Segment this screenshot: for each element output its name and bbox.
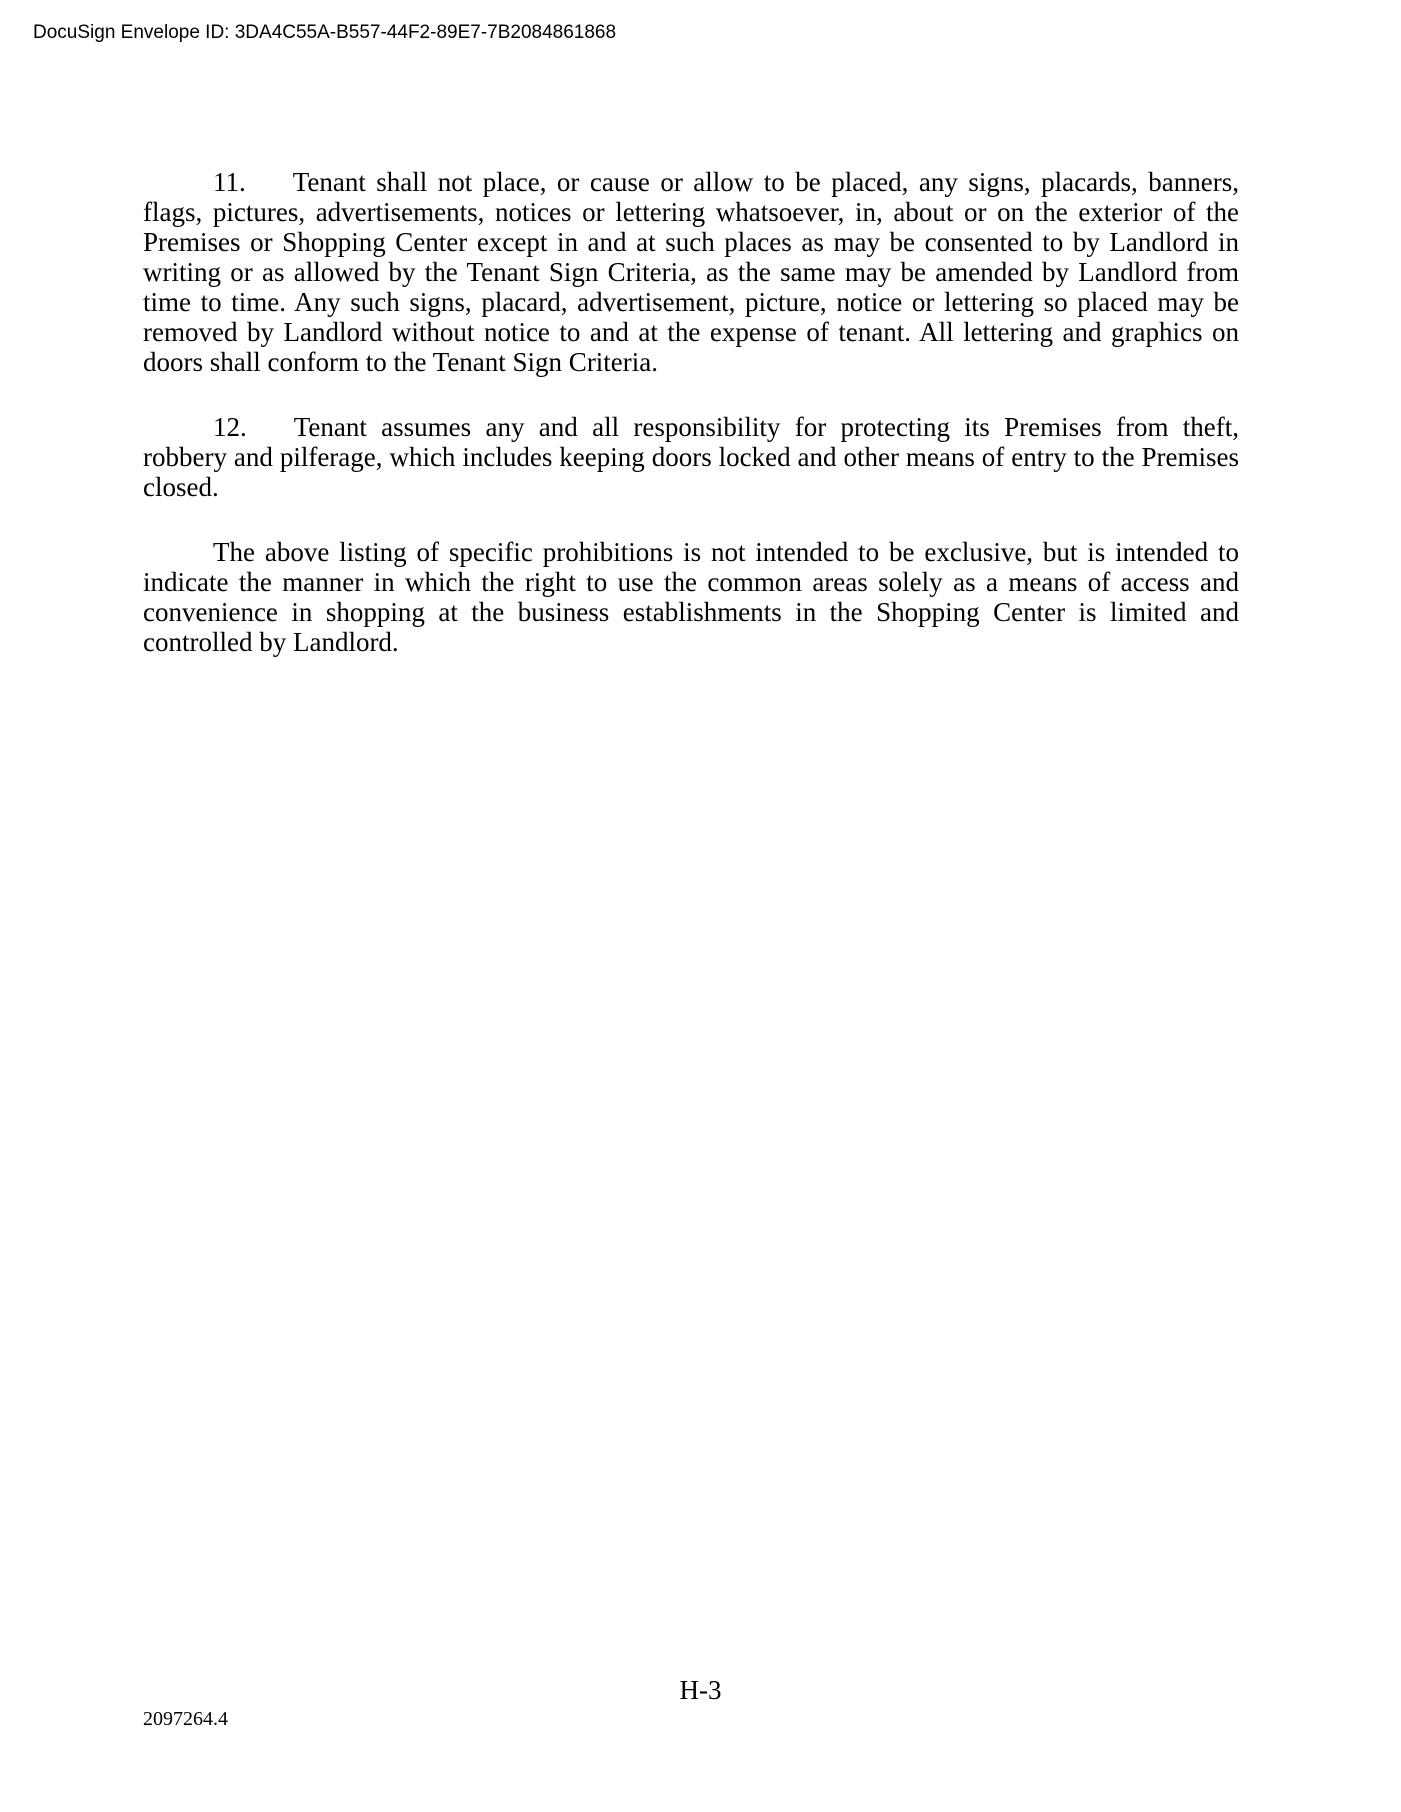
paragraph-11-number: 11. xyxy=(213,167,246,197)
paragraph-closing xyxy=(143,537,1239,657)
paragraph-12-text: Tenant assumes any and all responsibility for protecting its Premises from theft, robbery and pilferage, which includes keeping doors locked and other means of entry to the Premises closed. xyxy=(143,412,1239,502)
paragraph-12-number: 12. xyxy=(213,412,247,442)
paragraph-12 xyxy=(143,412,1239,502)
paragraph-closing-text: The above listing of specific prohibitions is not intended to be exclusive, but is intended to indicate the manner in which the right to use the common areas solely as a means of access and convenience in shopping at the business establishments in the Shopping Center is limited and controlled by Landlord. xyxy=(143,537,1239,657)
paragraph-11-text: Tenant shall not place, or cause or allow to be placed, any signs, placards, banners, flags, pictures, advertisements, notices or lettering whatsoever, in, about or on the exterior of the Premises or Shopping Center except in and at such places as may be consented to by Landlord in writing or as allowed by the Tenant Sign Criteria, as the same may be amended by Landlord from time to time. Any such signs, placard, advertisement, picture, notice or lettering so placed may be removed by Landlord without notice to and at the expense of tenant. All lettering and graphics on doors shall conform to the Tenant Sign Criteria. xyxy=(143,167,1239,377)
docusign-envelope-id: DocuSign Envelope ID: 3DA4C55A-B557-44F2-89E7-7B2084861868 xyxy=(33,22,617,43)
document-body xyxy=(143,167,1239,692)
paragraph-11 xyxy=(143,167,1239,377)
document-reference-number: 2097264.4 xyxy=(143,1708,228,1730)
page-number-label: H-3 xyxy=(679,1675,722,1705)
